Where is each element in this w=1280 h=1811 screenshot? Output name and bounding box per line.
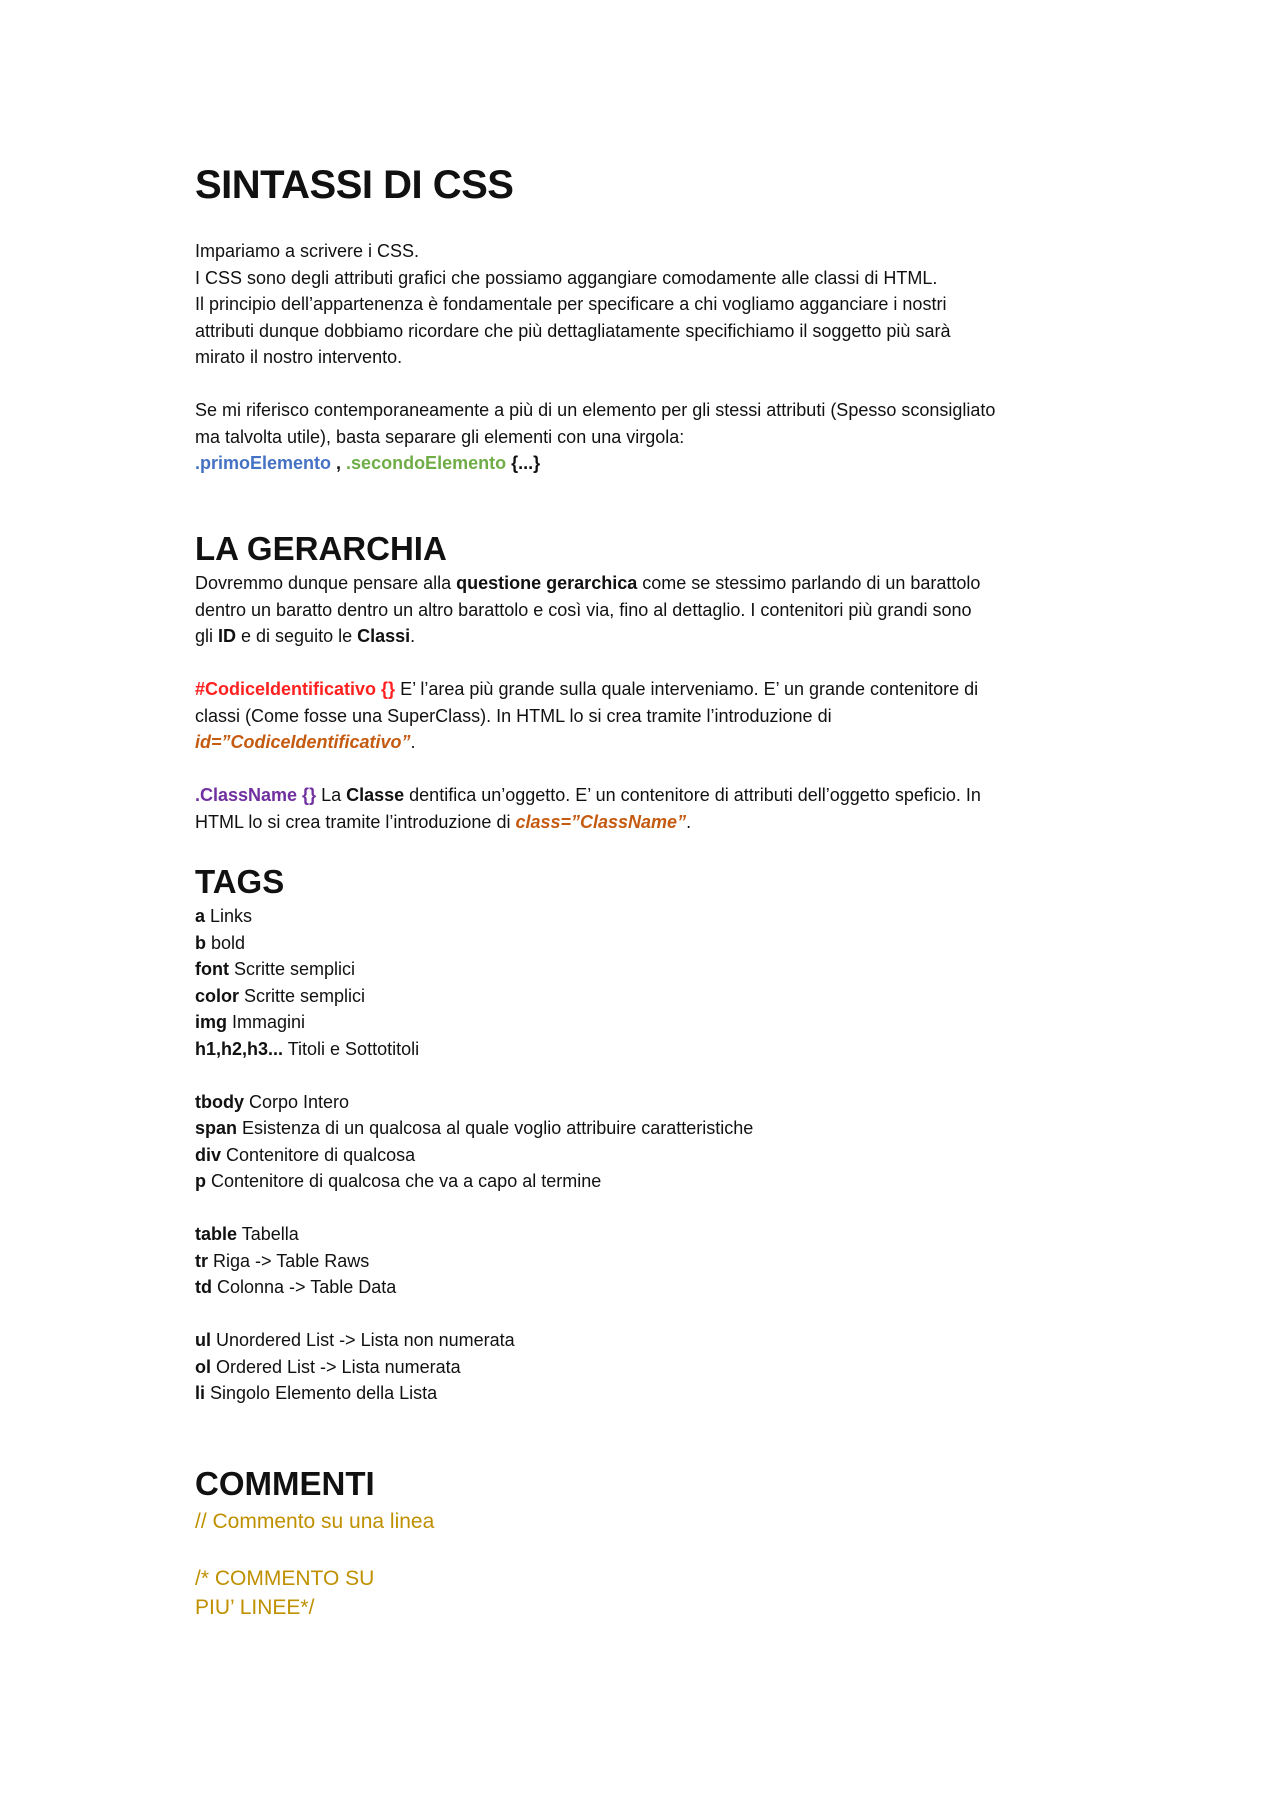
multi-selector-line: ma talvolta utile), basta separare gli elementi con una virgola:	[195, 426, 685, 447]
id-selector-line: #CodiceIdentificativo {} E’ l’area più grande sulla quale interveniamo. E’ un grande contenitore di	[195, 679, 979, 699]
intro-line: Impariamo a scrivere i CSS.	[195, 241, 420, 261]
tag-item: td Colonna -> Table Data	[195, 1277, 397, 1297]
tag-item: color Scritte semplici	[195, 985, 366, 1006]
tags-heading: TAGS	[195, 863, 285, 900]
tags-section	[195, 903, 1095, 1407]
tag-item: ol Ordered List -> Lista numerata	[195, 1356, 461, 1377]
page-title: SINTASSI DI CSS	[195, 163, 514, 207]
tag-item: tr Riga -> Table Raws	[195, 1250, 370, 1271]
class-attribute: class=”ClassName”	[515, 811, 687, 832]
second-selector: .secondoElemento	[346, 453, 507, 473]
intro-line: attributi dunque dobbiamo ricordare che più dettagliatamente specifichiamo il soggetto più sarà	[195, 320, 951, 341]
gerarchia-p1-line: Dovremmo dunque pensare alla questione gerarchica come se stessimo parlando di un barattolo	[195, 573, 981, 593]
intro-section	[195, 238, 1095, 477]
multi-line-comment-end: PIU’ LINEE*/	[195, 1596, 315, 1619]
tag-item: div Contenitore di qualcosa	[195, 1144, 416, 1165]
selector-body: {...}	[506, 453, 541, 473]
intro-line: mirato il nostro intervento.	[195, 347, 403, 367]
gerarchia-bold-term: questione gerarchica	[456, 573, 638, 593]
classe-term: Classe	[346, 785, 405, 805]
tag-item: li Singolo Elemento della Lista	[195, 1383, 438, 1403]
gerarchia-heading: LA GERARCHIA	[195, 530, 447, 567]
single-line-comment: // Commento su una linea	[195, 1510, 435, 1533]
id-term: ID	[218, 626, 237, 646]
class-selector: .ClassName {}	[195, 785, 317, 805]
intro-line: I CSS sono degli attributi grafici che possiamo aggangiare comodamente alle classi di HTML.	[195, 267, 938, 288]
tag-item: b bold	[195, 932, 246, 953]
tag-item: table Tabella	[195, 1224, 299, 1244]
gerarchia-p1-line: dentro un baratto dentro un altro barattolo e così via, fino al dettaglio. I contenitori più grandi sono	[195, 599, 972, 620]
commenti-heading: COMMENTI	[195, 1465, 375, 1502]
id-attribute: id=”CodiceIdentificativo”	[195, 732, 411, 752]
tag-item: img Immagini	[195, 1012, 306, 1032]
class-selector-line: .ClassName {} La Classe dentifica un’oggetto. E’ un contenitore di attributi dell’oggetto speficio. In	[195, 785, 981, 805]
class-attribute-line: HTML lo si crea tramite l’introduzione di class=”ClassName”.	[195, 811, 692, 832]
tag-item: font Scritte semplici	[195, 959, 356, 979]
classi-term: Classi	[357, 626, 411, 646]
tag-item: ul Unordered List -> Lista non numerata	[195, 1330, 515, 1350]
selector-separator: ,	[331, 453, 347, 473]
intro-line: Il principio dell’appartenenza è fondamentale per specificare a chi vogliamo agganciare i nostri	[195, 294, 947, 314]
tag-item: span Esistenza di un qualcosa al quale voglio attribuire caratteristiche	[195, 1118, 754, 1138]
tag-item: a Links	[195, 906, 253, 926]
gerarchia-section	[195, 570, 1095, 835]
first-selector: .primoElemento	[195, 453, 332, 473]
id-selector-line: classi (Come fosse una SuperClass). In HTML lo si crea tramite l’introduzione di	[195, 705, 832, 726]
multi-line-comment-start: /* COMMENTO SU	[195, 1567, 375, 1590]
tag-item: h1,h2,h3... Titoli e Sottotitoli	[195, 1038, 420, 1059]
id-attribute-line: id=”CodiceIdentificativo”.	[195, 732, 416, 752]
multi-selector-line: Se mi riferisco contemporaneamente a più di un elemento per gli stessi attributi (Spesso sconsigliato	[195, 400, 996, 420]
id-selector: #CodiceIdentificativo {}	[195, 679, 396, 699]
gerarchia-p1-line: gli ID e di seguito le Classi.	[195, 626, 416, 646]
multi-selector-example	[195, 450, 1095, 477]
tag-item: tbody Corpo Intero	[195, 1091, 350, 1112]
tag-item: p Contenitore di qualcosa che va a capo al termine	[195, 1171, 602, 1191]
